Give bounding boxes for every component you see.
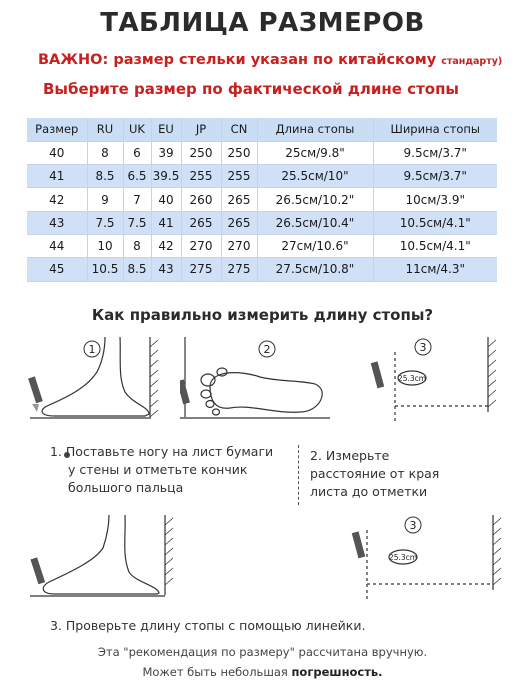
note-line-1: Эта "рекомендация по размеру" рассчитана вручную.: [97, 645, 428, 659]
table-header-cell: JP: [181, 118, 221, 141]
pencil-icon: [30, 557, 45, 584]
table-header-cell: Длина стопы: [257, 118, 373, 141]
table-cell: 10.5: [87, 258, 123, 281]
table-cell: 26.5см/10.2": [257, 188, 373, 211]
table-cell: 6: [123, 141, 151, 164]
important-small: стандарту): [441, 56, 503, 67]
figure-2-number: 2: [263, 343, 271, 356]
important-note: [38, 52, 502, 68]
pencil-icon: [371, 361, 384, 388]
size-table: [27, 118, 497, 282]
table-cell: 6.5: [123, 165, 151, 188]
table-cell: 7.5: [123, 211, 151, 234]
table-cell: 25.5см/10": [257, 165, 373, 188]
table-header-cell: Размер: [27, 118, 87, 141]
figure-1-foot-side: [25, 332, 170, 427]
table-cell: 250: [181, 141, 221, 164]
note-line-2: [0, 665, 525, 679]
table-cell: 41: [27, 165, 87, 188]
table-cell: 44: [27, 234, 87, 257]
table-cell: 270: [221, 234, 257, 257]
table-cell: 25см/9.8": [257, 141, 373, 164]
table-cell: 45: [27, 258, 87, 281]
note-line-2-pre: Может быть небольшая: [142, 665, 292, 679]
table-cell: 10.5см/4.1": [373, 234, 497, 257]
table-header-cell: EU: [151, 118, 181, 141]
figure-1-number: 1: [88, 343, 96, 356]
table-cell: 265: [221, 211, 257, 234]
table-header-cell: RU: [87, 118, 123, 141]
table-cell: 265: [221, 188, 257, 211]
table-cell: 39.5: [151, 165, 181, 188]
table-cell: 42: [151, 234, 181, 257]
pencil-icon: [352, 531, 365, 558]
table-cell: 250: [221, 141, 257, 164]
step-1-text: 1. Поставьте ногу на лист бумаги у стены и отметьте кончик большого пальца: [50, 444, 274, 495]
table-cell: 8: [123, 234, 151, 257]
table-row: [27, 188, 497, 211]
table-cell: 43: [151, 258, 181, 281]
table-cell: 7.5: [87, 211, 123, 234]
measurement-label-a: 25.3cm: [397, 374, 427, 383]
table-cell: 39: [151, 141, 181, 164]
table-row: [27, 258, 497, 281]
table-cell: 255: [221, 165, 257, 188]
table-row: [27, 141, 497, 164]
table-cell: 9.5см/3.7": [373, 165, 497, 188]
table-cell: 8.5: [87, 165, 123, 188]
howto-heading: Как правильно измерить длину стопы?: [91, 306, 434, 324]
table-cell: 27.5см/10.8": [257, 258, 373, 281]
table-cell: 43: [27, 211, 87, 234]
figure-2-foot-sole: [180, 332, 340, 427]
table-cell: 8: [87, 141, 123, 164]
measurement-label-b: 25.3cm: [388, 553, 418, 562]
important-label: ВАЖНО: размер стельки указан по китайскому: [38, 52, 437, 68]
table-cell: 26.5см/10.4": [257, 211, 373, 234]
table-header-row: [27, 118, 497, 141]
table-cell: 9.5см/3.7": [373, 141, 497, 164]
choose-size-note: Выберите размер по фактической длине стопы: [43, 80, 460, 98]
wall-hatch: [150, 340, 158, 417]
table-cell: 27см/10.6": [257, 234, 373, 257]
note-line-2-bold: погрешность.: [291, 665, 383, 679]
foot-outline: [43, 515, 159, 594]
table-cell: 255: [181, 165, 221, 188]
figure-3a-measure: [360, 332, 510, 427]
table-row: [27, 211, 497, 234]
table-cell: 40: [151, 188, 181, 211]
table-cell: 10: [87, 234, 123, 257]
big-toe: [201, 374, 215, 386]
table-cell: 275: [221, 258, 257, 281]
figure-foot-front: [25, 510, 175, 605]
table-cell: 11см/4.3": [373, 258, 497, 281]
step-divider: [298, 445, 299, 505]
sole-outline: [210, 373, 322, 413]
table-row: [27, 165, 497, 188]
table-cell: 265: [181, 211, 221, 234]
pencil-icon: [28, 376, 43, 412]
figure-3b-number: 3: [409, 519, 417, 532]
table-header-cell: CN: [221, 118, 257, 141]
table-cell: 270: [181, 234, 221, 257]
table-cell: 42: [27, 188, 87, 211]
table-cell: 41: [151, 211, 181, 234]
table-cell: 10.5см/4.1": [373, 211, 497, 234]
table-header-cell: Ширина стопы: [373, 118, 497, 141]
page-title: ТАБЛИЦА РАЗМЕРОВ: [100, 8, 425, 38]
step-3-text: 3. Проверьте длину стопы с помощью линейки.: [50, 618, 366, 633]
table-cell: 7: [123, 188, 151, 211]
table-header-cell: UK: [123, 118, 151, 141]
table-cell: 40: [27, 141, 87, 164]
table-cell: 260: [181, 188, 221, 211]
table-cell: 9: [87, 188, 123, 211]
figure-3b-measure: [345, 510, 510, 605]
figure-3a-number: 3: [419, 341, 427, 354]
step-2-text: 2. Измерьте расстояние от края листа до отметки: [310, 448, 440, 499]
table-body: [27, 141, 497, 281]
table-cell: 10см/3.9": [373, 188, 497, 211]
table-cell: 275: [181, 258, 221, 281]
table-row: [27, 234, 497, 257]
table-cell: 8.5: [123, 258, 151, 281]
